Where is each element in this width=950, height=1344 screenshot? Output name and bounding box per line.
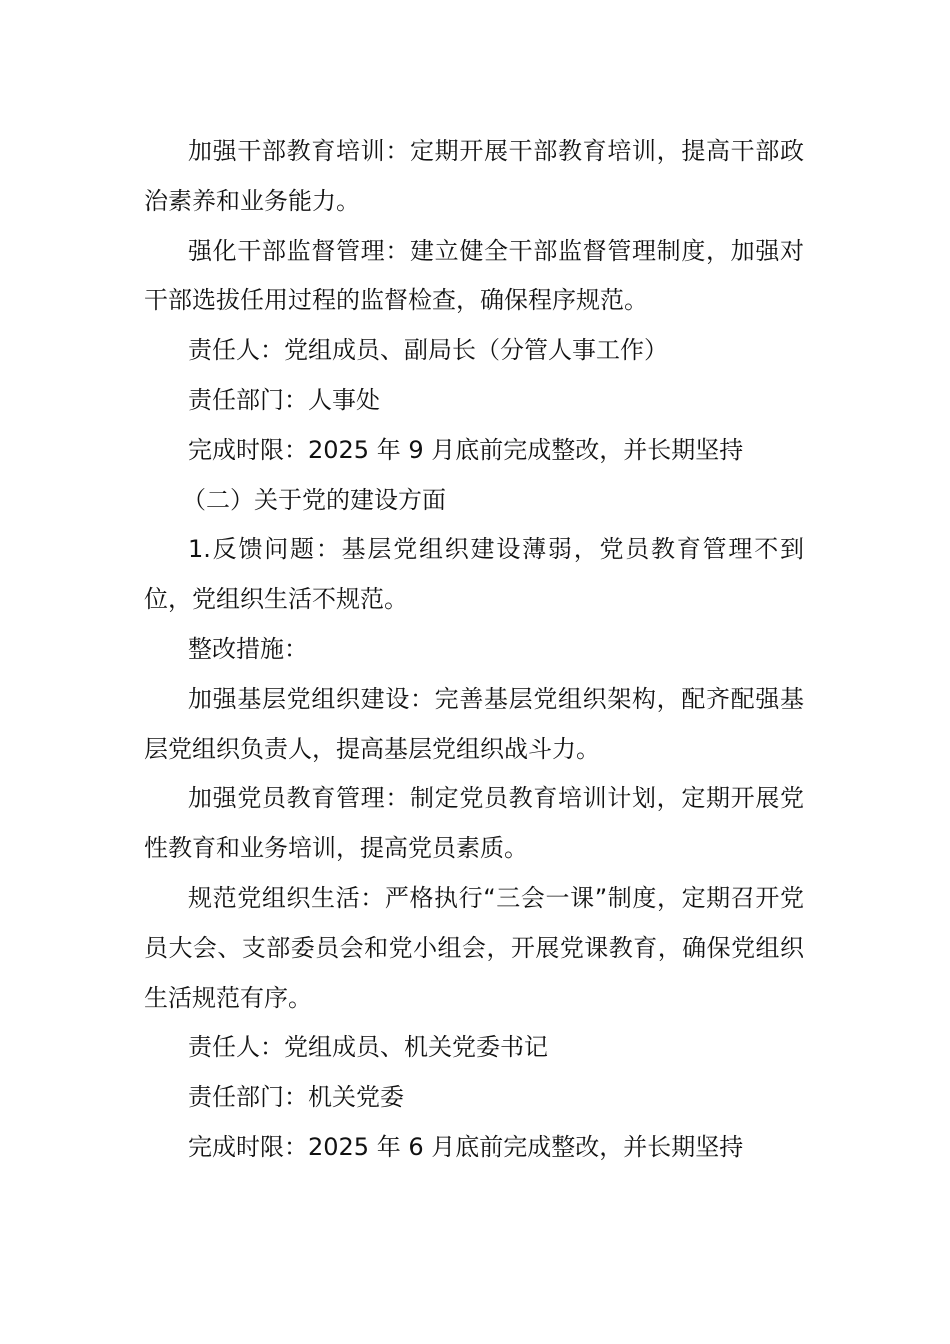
paragraph-cadre-training: 加强干部教育培训：定期开展干部教育培训，提高干部政治素养和业务能力。: [144, 137, 804, 215]
paragraph-cadre-supervision: 强化干部监督管理：建立健全干部监督管理制度，加强对干部选拔任用过程的监督检查，确保程序规范。: [144, 236, 804, 315]
paragraph-responsible-person-2: 责任人：党组成员、机关党委书记: [188, 1033, 548, 1062]
paragraph-member-education: 加强党员教育管理：制定党员教育培训计划，定期开展党性教育和业务培训，提高党员素质。: [144, 784, 804, 863]
paragraph-responsible-person-1: 责任人：党组成员、副局长（分管人事工作）: [188, 336, 668, 365]
paragraph-grassroots-organization: 加强基层党组织建设：完善基层党组织架构，配齐配强基层党组织负责人，提高基层党组织战斗力。: [144, 684, 804, 763]
paragraph-deadline-2: 完成时限：2025 年 6 月底前完成整改，并长期坚持: [188, 1132, 744, 1161]
paragraph-deadline-1: 完成时限：2025 年 9 月底前完成整改，并长期坚持: [188, 435, 744, 464]
paragraph-measures-label: 整改措施：: [188, 634, 308, 663]
document-body: [144, 127, 804, 1173]
paragraph-feedback-issue: 1.反馈问题：基层党组织建设薄弱，党员教育管理不到位，党组织生活不规范。: [144, 535, 804, 614]
paragraph-responsible-dept-2: 责任部门：机关党委: [188, 1083, 404, 1112]
section-heading-party-building: （二）关于党的建设方面: [182, 485, 446, 514]
paragraph-responsible-dept-1: 责任部门：人事处: [188, 385, 380, 414]
paragraph-organization-life: 规范党组织生活：严格执行“三会一课”制度，定期召开党员大会、支部委员会和党小组会，开展党课教育，确保党组织生活规范有序。: [144, 883, 804, 1012]
